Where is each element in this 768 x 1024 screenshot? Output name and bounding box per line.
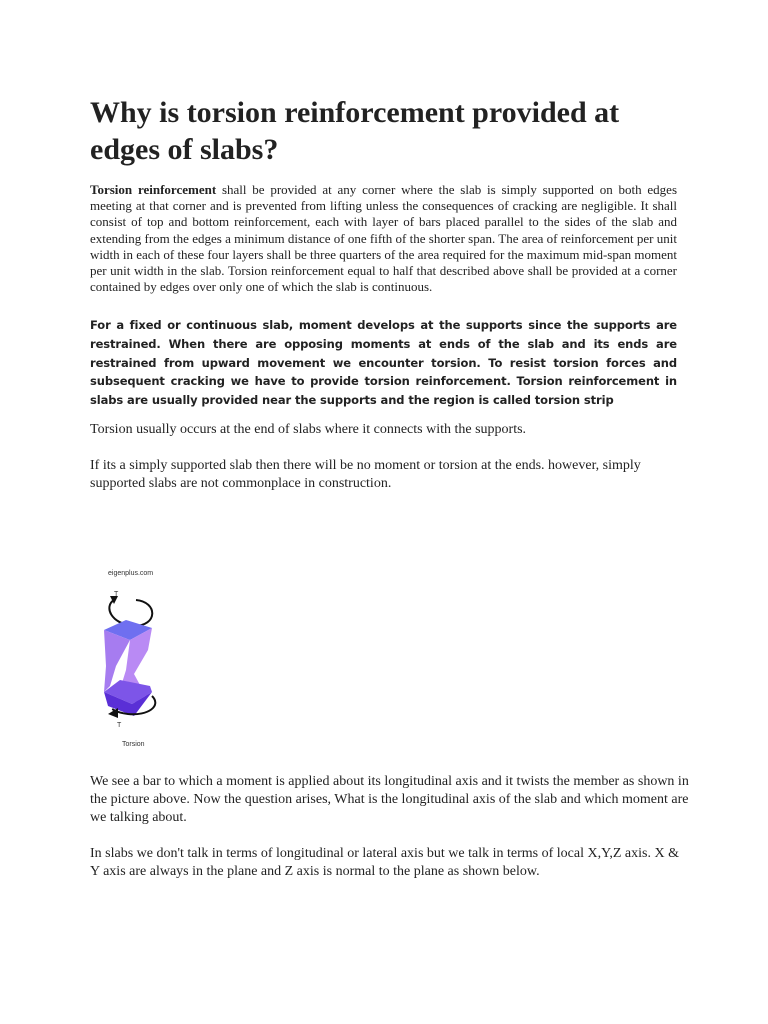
torque-label-top: T bbox=[114, 591, 119, 598]
figure-caption: Torsion bbox=[122, 741, 145, 748]
paragraph-torsion-occurs: Torsion usually occurs at the end of slabs where it connects with the supports. bbox=[90, 422, 527, 437]
paragraph-simply-supported: If its a simply supported slab then there will be no moment or torsion at the ends. however, simply supported slabs are not commonplace in construction. bbox=[90, 458, 641, 491]
page-title: Why is torsion reinforcement provided at edges of slabs? bbox=[90, 96, 620, 166]
paragraph-torsion-reinforcement bbox=[90, 182, 677, 295]
figure-source-credit: eigenplus.com bbox=[108, 570, 154, 577]
torque-label-bottom: T bbox=[117, 722, 122, 729]
torsion-figure bbox=[96, 566, 186, 756]
paragraph-longitudinal-axis: We see a bar to which a moment is applied about its longitudinal axis and it twists the member as shown in the picture above. Now the question arises, What is the longitudinal axis of the slab and which moment are we talking about. bbox=[90, 774, 689, 825]
paragraph-fixed-slab: For a fixed or continuous slab, moment develops at the supports since the supports are restrained. When there are opposing moments at ends of the slab and its ends are restrained from upward movement we encounter torsion. To resist torsion forces and subsequent cracking we have to provide torsion reinforcement. Torsion reinforcement in slabs are usually provided near the supports and the region is called torsion strip bbox=[90, 318, 677, 408]
paragraph-body: shall be provided at any corner where the slab is simply supported on both edges meeting at that corner and is prevented from lifting unless the consequences of cracking are negligible. It shall consist of top and bottom reinforcement, each with layer of bars placed parallel to the sides of the slab and extending from the edges a minimum distance of one fifth of the shorter span. The area of reinforcement per unit width in each of these four layers shall be three quarters of the area required for the maximum mid-span moment per unit width in the slab. Torsion reinforcement equal to half that described above shall be provided at a corner contained by edges over only one of which the slab is continuous. bbox=[90, 182, 678, 295]
twisted-bar-illustration bbox=[96, 566, 186, 756]
paragraph-lead-term: Torsion reinforcement bbox=[90, 182, 217, 197]
paragraph-local-axes: In slabs we don't talk in terms of longitudinal or lateral axis but we talk in terms of local X,Y,Z axis. X & Y axis are always in the plane and Z axis is normal to the plane as shown below. bbox=[90, 846, 679, 879]
